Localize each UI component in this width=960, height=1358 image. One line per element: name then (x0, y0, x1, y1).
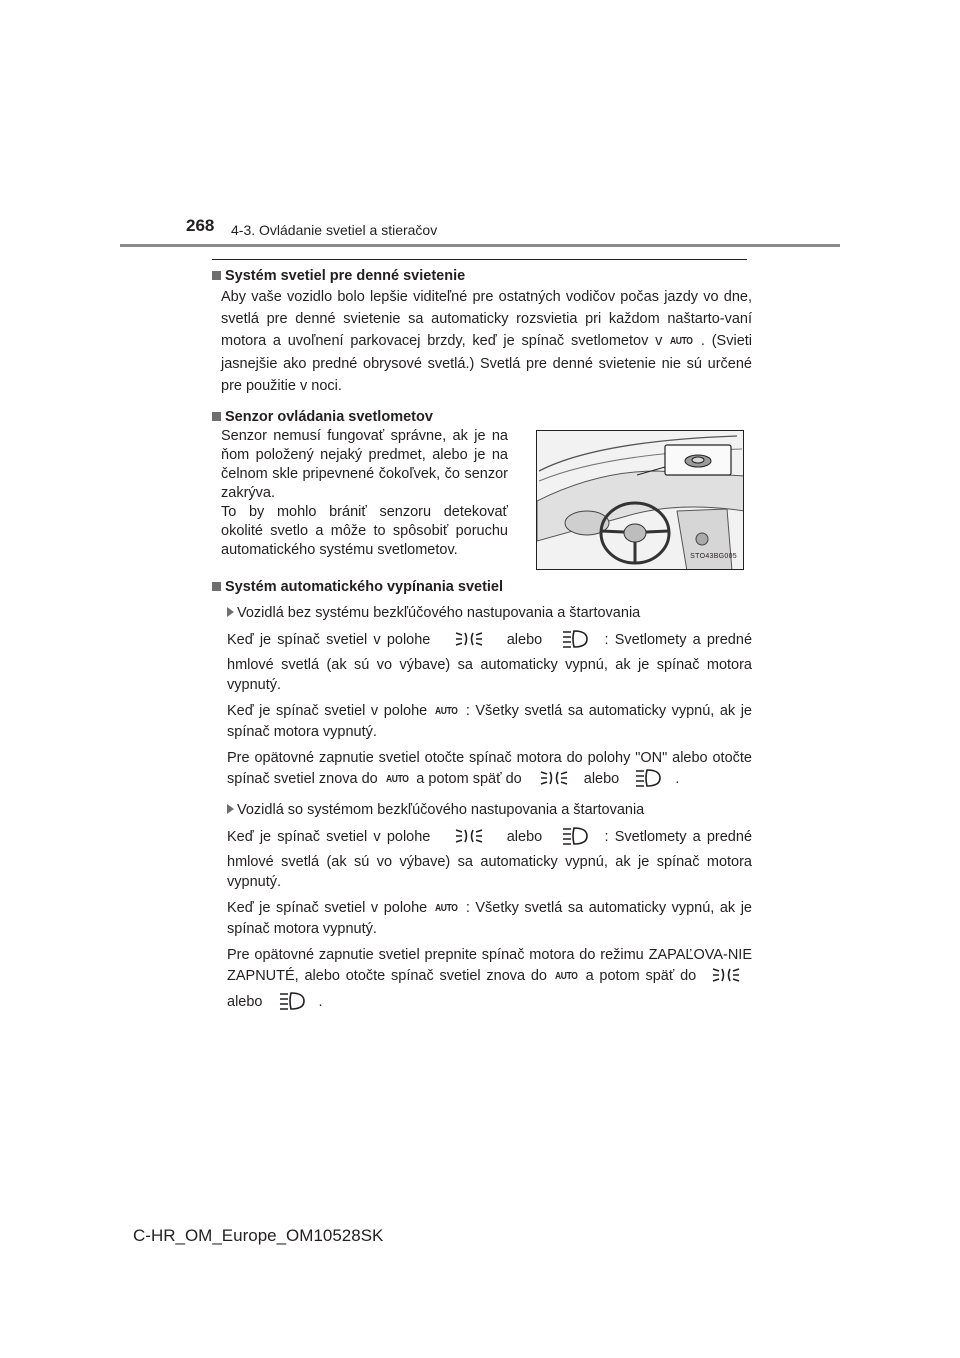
auto-icon: AUTO (435, 706, 458, 717)
footer-doc-id: C-HR_OM_Europe_OM10528SK (133, 1226, 384, 1245)
paragraph-b3: Pre opätovné zapnutie svetiel prepnite spínač motora do režimu ZAPAĽOVA-NIE ZAPNUTÉ, alebo otočte spínač svetiel znova do AUTO a potom späť do alebo . (227, 945, 752, 1017)
square-bullet-icon (212, 582, 221, 591)
square-bullet-icon (212, 412, 221, 421)
paragraph-a3: Pre opätovné zapnutie svetiel otočte spínač motora do polohy "ON" alebo otočte spínač svetiel znova do AUTO a potom späť do alebo . (227, 748, 752, 794)
headlight-icon (562, 629, 588, 655)
heading-headlight-sensor: Senzor ovládania svetlometov (212, 407, 752, 427)
section-title: 4-3. Ovládanie svetiel a stieračov (231, 222, 438, 238)
auto-icon: AUTO (670, 336, 693, 347)
page-content (212, 266, 752, 1017)
paragraph-a1: Keď je spínač svetiel v polohe alebo : Svetlomety a predné hmlové svetlá (ak sú vo výbave) sa automaticky vypnú, ak je spínač motora vypnutý. (227, 629, 752, 695)
tail-light-icon (540, 768, 568, 794)
dashboard-sensor-figure (536, 430, 744, 570)
daytime-running-paragraph: Aby vaše vozidlo bolo lepšie viditeľné pre ostatných vodičov počas jazdy vo dne, svetlá pre denné svietenie sa automaticky rozsvietia pri každom naštarto-vaní motora a uvoľnení parkovacej brzdy, keď je spínač svetlometov v AUTO . (Svieti jasnejšie ako predné obrysové svetlá.) Svetlá pre denné svietenie nie sú určené pre použitie v noci. (221, 289, 753, 394)
sensor-block (221, 427, 752, 577)
heading-auto-light-off: Systém automatického vypínania svetiel (212, 577, 752, 597)
paragraph-b1: Keď je spínač svetiel v polohe alebo : Svetlomety a predné hmlové svetlá (ak sú vo výbave) sa automaticky vypnú, ak je spínač motora vypnutý. (227, 826, 752, 892)
auto-icon: AUTO (554, 971, 578, 982)
thin-rule (212, 259, 747, 260)
paragraph-a2: Keď je spínač svetiel v polohe AUTO : Všetky svetlá sa automaticky vypnú, ak je spínač motora vypnutý. (227, 703, 752, 740)
page-number: 268 (186, 216, 215, 235)
headlight-icon (279, 991, 305, 1017)
tail-light-icon (455, 826, 483, 852)
paragraph-b2: Keď je spínač svetiel v polohe AUTO : Všetky svetlá sa automaticky vypnú, ak je spínač motora vypnutý. (227, 900, 752, 937)
headlight-icon (635, 768, 661, 794)
triangle-bullet-icon (227, 607, 234, 617)
figure-caption: STO43BG005 (690, 553, 737, 560)
square-bullet-icon (212, 271, 221, 280)
sub-heading-with-smart-entry: Vozidlá so systémom bezkľúčového nastupovania a štartovania (227, 800, 752, 820)
heading-daytime-running-lights: Systém svetiel pre denné svietenie (212, 266, 752, 286)
sensor-text: Senzor nemusí fungovať správne, ak je na ňom položený nejaký predmet, alebo je na čelnom skle pripevnené čokoľvek, čo senzor zakrýva. To by mohlo brániť senzoru detekovať okolité svetlo a môže to spôsobiť poruchu automatického systému svetlometov. (221, 428, 508, 558)
triangle-bullet-icon (227, 804, 234, 814)
sub-heading-without-smart-entry: Vozidlá bez systému bezkľúčového nastupovania a štartovania (227, 603, 752, 623)
auto-icon: AUTO (385, 774, 409, 785)
headlight-icon (562, 826, 588, 852)
tail-light-icon (712, 965, 740, 991)
header-rule (120, 244, 840, 247)
auto-icon: AUTO (435, 903, 458, 914)
tail-light-icon (455, 629, 483, 655)
